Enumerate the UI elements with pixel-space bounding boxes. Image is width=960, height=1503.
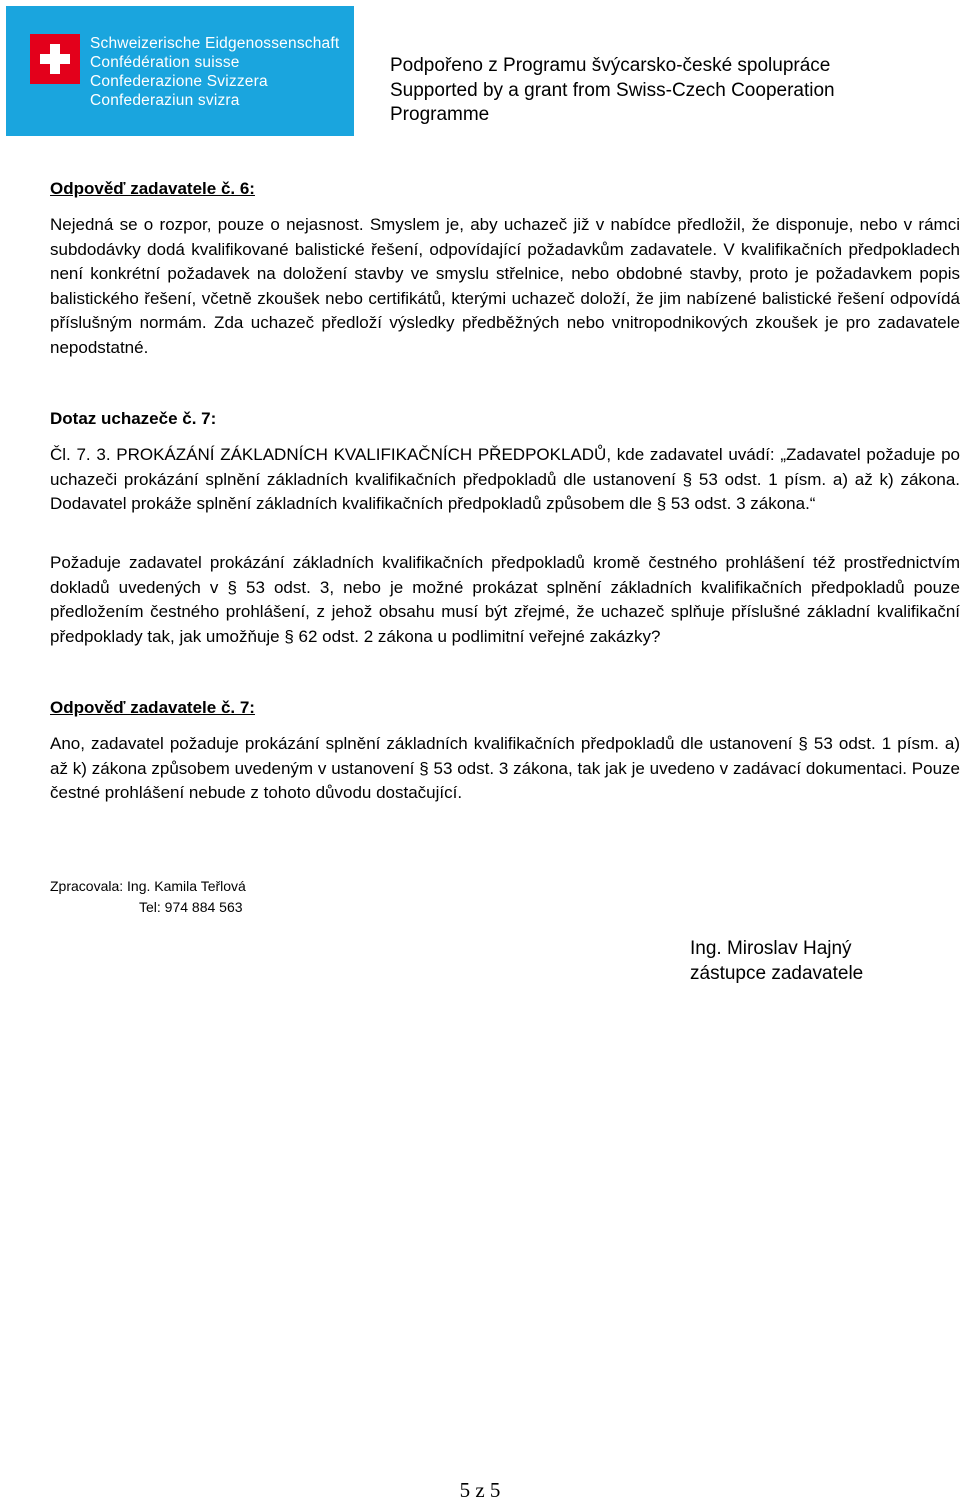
logo-line: Confederaziun svizra bbox=[90, 92, 240, 109]
logo-text bbox=[90, 34, 339, 110]
question-7-heading: Dotaz uchazeče č. 7: bbox=[50, 409, 217, 428]
logo-line: Confederazione Svizzera bbox=[90, 73, 268, 90]
signatory-role: zástupce zadavatele bbox=[690, 962, 864, 984]
header-line: Supported by a grant from Swiss-Czech Cooperation bbox=[390, 79, 835, 101]
page-number: 5 z 5 bbox=[459, 1478, 501, 1502]
swiss-confederation-logo bbox=[6, 6, 354, 136]
answer-6-text: Nejedná se o rozpor, pouze o nejasnost. Smyslem je, aby uchazeč již v nabídce předložil, že disponuje, nebo v rámci subdodávky dodá kvalifikované balistické řešení, odpovídající požadavkům zadavatele. V kvalifikačních předpokladech není konkrétní požadavek na doložení stavby ve smyslu střelnice, nebo obdobné stavby, proto je požadavkem popis balistického řešení, včetně zkoušek nebo certifikátů, kterými uchazeč doloží, že jim nabízené balistické řešení odpovídá příslušným normám. Zda uchazeč předloží výsledky předběžných nebo vnitropodnikových zkoušek je pro zadavatele nepodstatné. bbox=[50, 215, 960, 357]
prepared-by-block bbox=[50, 876, 246, 918]
answer-7-text: Ano, zadavatel požaduje prokázání splnění základních kvalifikačních předpokladů dle ustanovení § 53 odst. 1 písm. a) až k) zákona způsobem uvedeným v ustanovení § 53 odst. 3 zákona, tak jak je uvedeno v zadávací dokumentaci. Pouze čestné prohlášení nebude z tohoto důvodu dostačující. bbox=[50, 734, 960, 803]
logo-line: Schweizerische Eidgenossenschaft bbox=[90, 35, 340, 52]
prepared-by: Zpracovala: Ing. Kamila Teřlová bbox=[50, 878, 246, 894]
phone-number: Tel: 974 884 563 bbox=[139, 899, 243, 915]
question-7-text-1: Čl. 7. 3. PROKÁZÁNÍ ZÁKLADNÍCH KVALIFIKAČNÍCH PŘEDPOKLADŮ, kde zadavatel uvádí: „Zadavatel požaduje po uchazeči prokázání splnění základních kvalifikačních předpokladů dle ustanovení § 53 odst. 1 písm. a) až k) zákona. Dodavatel prokáže splnění základních kvalifikačních předpokladů způsobem dle § 53 odst. 3 zákona.“ bbox=[50, 445, 960, 514]
signatory-block bbox=[690, 937, 863, 986]
logo-line: Confédération suisse bbox=[90, 54, 240, 71]
signatory-name: Ing. Miroslav Hajný bbox=[690, 938, 852, 959]
answer-6-heading: Odpověď zadavatele č. 6: bbox=[50, 179, 255, 198]
programme-header bbox=[390, 54, 835, 128]
swiss-flag-icon bbox=[30, 34, 80, 84]
answer-7-heading: Odpověď zadavatele č. 7: bbox=[50, 698, 255, 717]
header-line: Programme bbox=[390, 104, 490, 125]
header-line: Podpořeno z Programu švýcarsko-české spolupráce bbox=[390, 55, 831, 76]
question-7-text-2: Požaduje zadavatel prokázání základních kvalifikačních předpokladů kromě čestného prohlášení též prostřednictvím dokladů uvedených v § 53 odst. 3, nebo je možné prokázat splnění základních kvalifikačních předpokladů pouze předložením čestného prohlášení, z jehož obsahu musí být zřejmé, že uchazeč splňuje příslušné základní kvalifikační předpoklady tak, jak umožňuje § 62 odst. 2 zákona u podlimitní veřejné zakázky? bbox=[50, 553, 960, 646]
